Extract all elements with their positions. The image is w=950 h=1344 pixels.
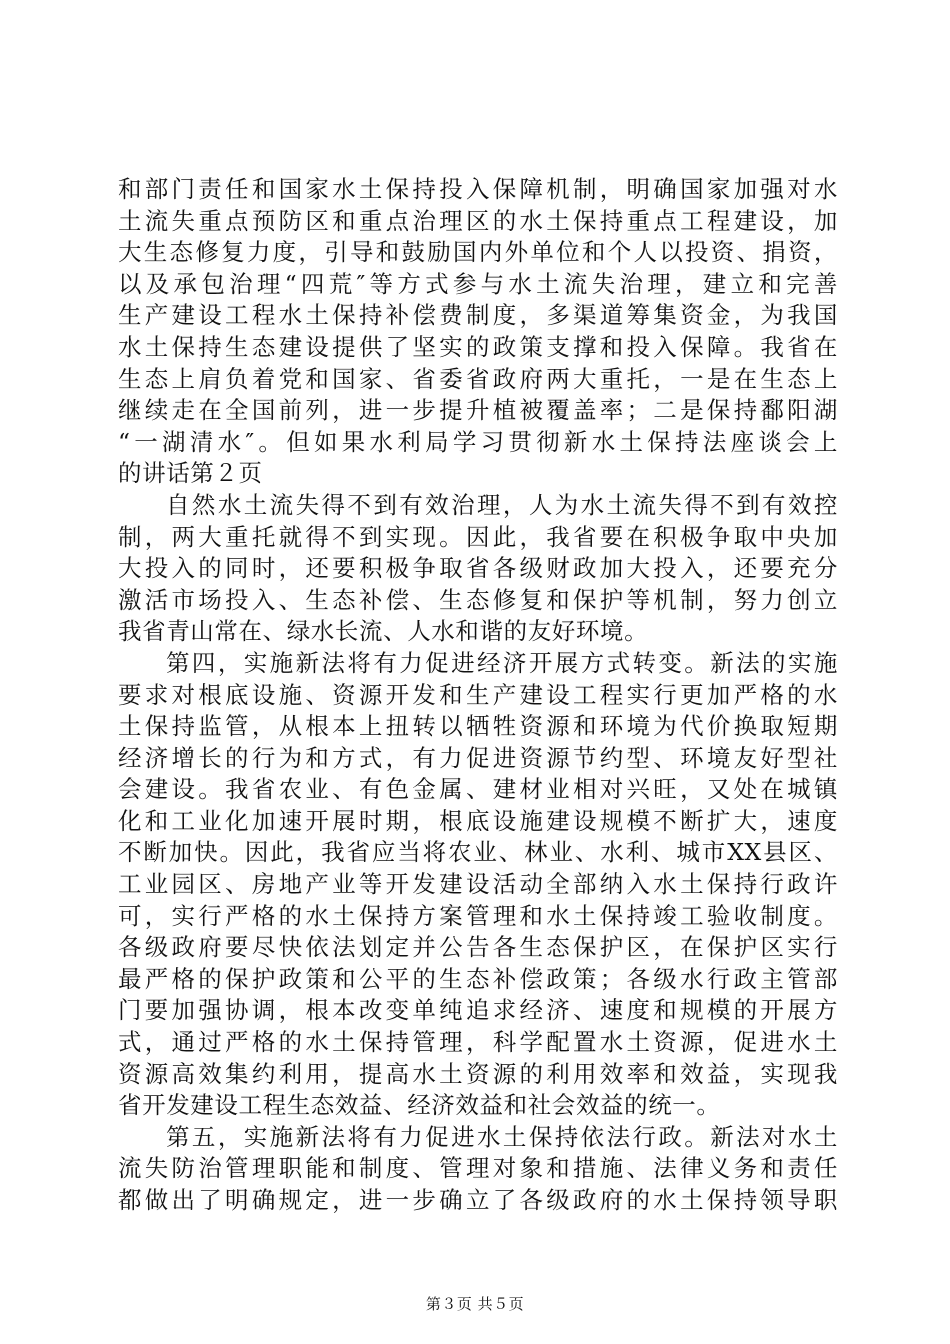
text-line: 可，实行严格的水土保持方案管理和水土保持竣工验收制度。 (118, 901, 838, 930)
paragraph (118, 174, 838, 490)
text-line: 各级政府要尽快依法划定并公告各生态保护区，在保护区实行 (118, 933, 838, 962)
text-line: 自然水土流失得不到有效治理，人为水土流失得不到有效控 (166, 490, 838, 519)
text-line: 以及承包治理“四荒″等方式参与水土流失治理，建立和完善 (118, 269, 838, 298)
text-line: 土流失重点预防区和重点治理区的水土保持重点工程建设，加 (118, 206, 838, 235)
text-line: 要求对根底设施、资源开发和生产建设工程实行更加严格的水 (118, 680, 838, 709)
text-line: 我省青山常在、绿水长流、人水和谐的友好环境。 (118, 617, 649, 646)
text-line: 门要加强协调，根本改变单纯追求经济、速度和规模的开展方 (118, 996, 838, 1025)
text-line: 大投入的同时，还要积极争取省各级财政加大投入，还要充分 (118, 554, 838, 583)
text-line: 大生态修复力度，引导和鼓励国内外单位和个人以投资、捐资， (118, 238, 838, 267)
text-line: 不断加快。因此，我省应当将农业、林业、水利、城市XX县区、 (118, 838, 838, 867)
text-line: 继续走在全国前列，进一步提升植被覆盖率；二是保持鄱阳湖 (118, 396, 838, 425)
text-line: 生态上肩负着党和国家、省委省政府两大重托，一是在生态上 (118, 364, 838, 393)
text-line: 生产建设工程水土保持补偿费制度，多渠道筹集资金，为我国 (118, 301, 838, 330)
paragraph (118, 1122, 838, 1217)
text-line: 经济增长的行为和方式，有力促进资源节约型、环境友好型社 (118, 743, 838, 772)
text-line: 资源高效集约利用，提高水土资源的利用效率和效益，实现我 (118, 1059, 838, 1088)
text-line: 式，通过严格的水土保持管理，科学配置水土资源，促进水土 (118, 1028, 838, 1057)
page-footer: 第３页 共５页 (425, 1295, 525, 1313)
text-line: 都做出了明确规定，进一步确立了各级政府的水土保持领导职 (118, 1186, 838, 1214)
paragraph (118, 648, 838, 1122)
text-line: 流失防治管理职能和制度、管理对象和措施、法律义务和责任 (118, 1154, 838, 1183)
text-line: 会建设。我省农业、有色金属、建材业相对兴旺，又处在城镇 (118, 775, 838, 804)
text-line: 和部门责任和国家水土保持投入保障机制，明确国家加强对水 (118, 175, 838, 203)
text-line: 制，两大重托就得不到实现。因此，我省要在积极争取中央加 (118, 522, 838, 551)
paragraph (118, 490, 838, 648)
text-line: 省开发建设工程生态效益、经济效益和社会效益的统一。 (118, 1091, 721, 1120)
text-line: 化和工业化加速开展时期，根底设施建设规模不断扩大，速度 (118, 806, 838, 835)
text-line: 水土保持生态建设提供了坚实的政策支撑和投入保障。我省在 (118, 332, 838, 361)
text-line: 工业园区、房地产业等开发建设活动全部纳入水土保持行政许 (118, 870, 838, 899)
text-line: 土保持监管，从根本上扭转以牺牲资源和环境为代价换取短期 (118, 712, 838, 741)
text-line: 第四，实施新法将有力促进经济开展方式转变。新法的实施 (166, 648, 838, 677)
text-line: 激活市场投入、生态补偿、生态修复和保护等机制，努力创立 (118, 585, 838, 614)
text-line: “一湖清水″。但如果水利局学习贯彻新水土保持法座谈会上 (118, 427, 838, 456)
text-line: 第五，实施新法将有力促进水土保持依法行政。新法对水土 (166, 1122, 838, 1151)
text-line: 最严格的保护政策和公平的生态补偿政策；各级水行政主管部 (118, 964, 838, 993)
text-line: 的讲话第２页 (118, 459, 263, 488)
document-body (118, 174, 838, 1217)
